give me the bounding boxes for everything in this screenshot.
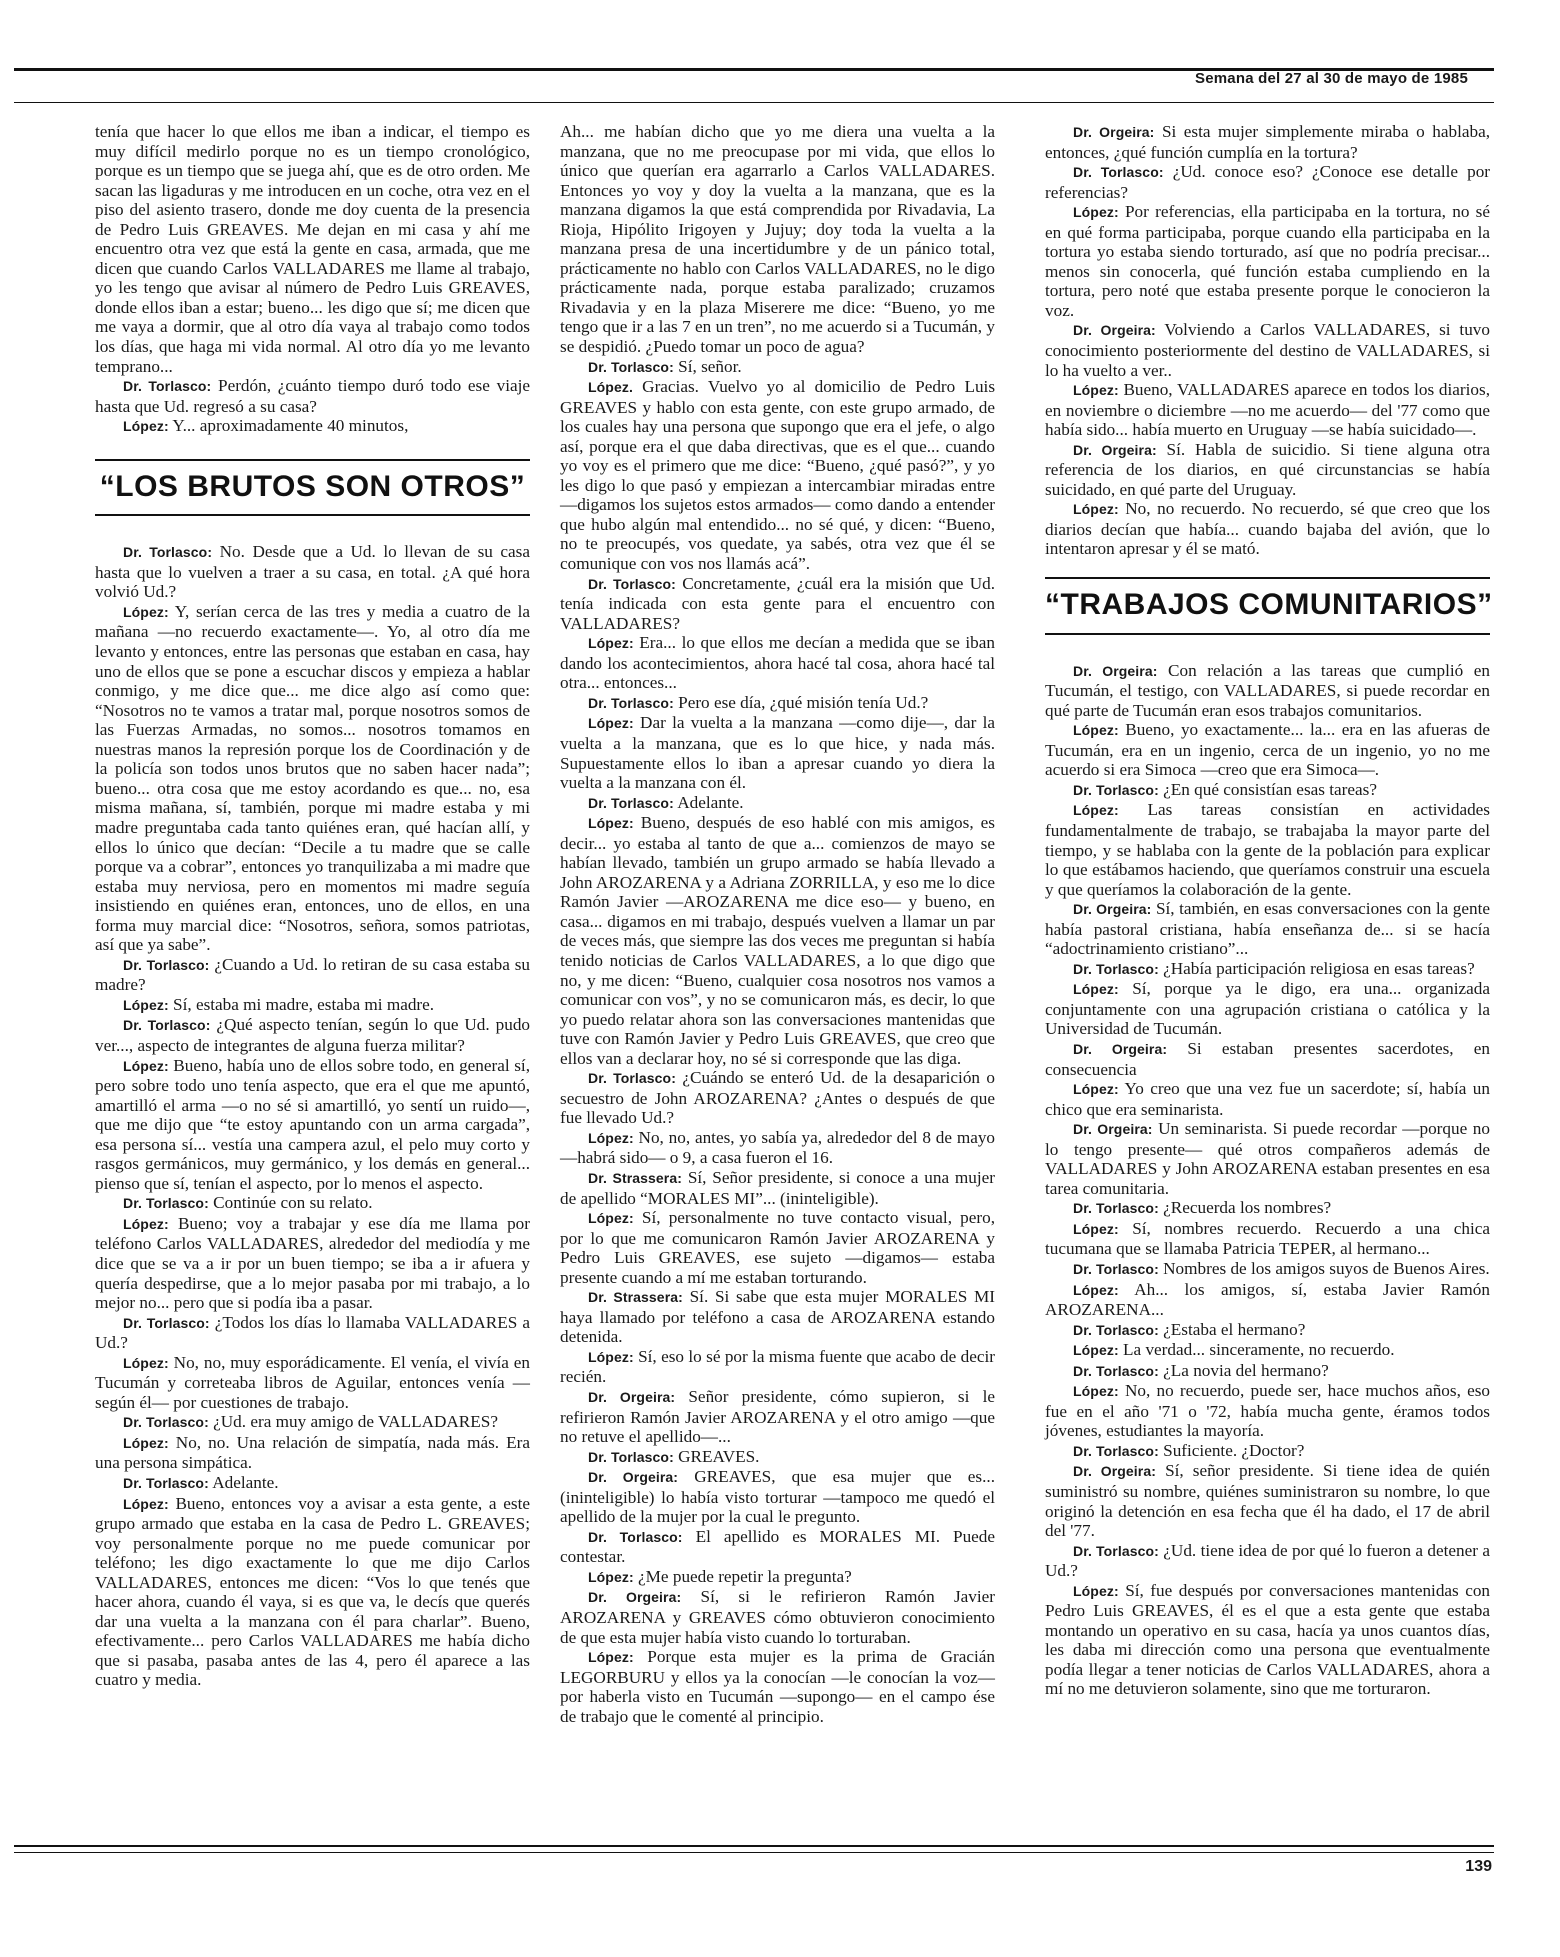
- speaker-name: López:: [123, 1354, 169, 1371]
- speaker-name: López:: [123, 418, 169, 435]
- column-2: [560, 122, 995, 1726]
- col3-text-top: [1045, 122, 1490, 559]
- paragraph: [1045, 440, 1490, 500]
- speaker-name: Dr. Orgeira:: [1073, 901, 1152, 918]
- paragraph: [560, 1287, 995, 1347]
- paragraph: [560, 574, 995, 634]
- speaker-name: López:: [123, 1495, 169, 1512]
- page-number: 139: [1465, 1858, 1492, 1875]
- col1-text-top: [95, 122, 530, 437]
- paragraph-text: Nombres de los amigos suyos de Buenos Aires.: [1163, 1258, 1490, 1278]
- paragraph: [560, 1068, 995, 1128]
- paragraph-text: Bueno, VALLADARES aparece en todos los diarios, en noviembre o diciembre —no me acuerdo— del '77 como que había sido... había muerto en Uruguay —se había suicidado—.: [1045, 380, 1490, 440]
- paragraph-text: ¿Había participación religiosa en esas tareas?: [1163, 958, 1475, 978]
- col1-text-bottom: [95, 542, 530, 1690]
- speaker-name: Dr. Orgeira:: [1073, 1040, 1168, 1057]
- paragraph: [1045, 1381, 1490, 1441]
- paragraph: [1045, 1039, 1490, 1079]
- paragraph-text: Por referencias, ella participaba en la tortura, no sé en qué forma participaba, porque cuando ella participaba en la tortura yo estaba siendo torturado, así que no podría precisar... menos sin conocerla, qué función estaba cumpliendo en la tortura, pero noté que estaba presente porque le conocieron la voz.: [1045, 202, 1490, 320]
- paragraph-text: El apellido es MORALES MI. Puede contestar.: [560, 1526, 996, 1567]
- paragraph: [95, 416, 530, 437]
- section-title: “LOS BRUTOS SON OTROS”: [99, 469, 526, 503]
- paragraph-text: Continúe con su relato.: [213, 1193, 373, 1213]
- paragraph-text: ¿Ud. conoce eso? ¿Conoce ese detalle por referencias?: [1045, 162, 1491, 202]
- paragraph-text: Gracias. Vuelvo yo al domicilio de Pedro Luis GREAVES y hablo con esta gente, con este grupo armado, de los cuales hay una persona que supongo que era el jefe, o algo así, porque era el que daba directivas, que es el que... cuando yo voy es el primero que me dice: “Bueno, ¿qué pasó?”, y yo les digo lo que pasó y empiezan a intercambiar miradas entre —digamos los sujetos estos armados— como dando a entender que hubo algún mal entendido... no sé qué, y dicen: “Bueno, no te preocupés, vos quedate, ya sabés, otra vez que él se comunique con vos nos llamás acá”.: [560, 377, 996, 574]
- speaker-name: López:: [1073, 382, 1119, 399]
- speaker-name: López:: [588, 1568, 634, 1585]
- speaker-name: Dr. Torlasco:: [1073, 1362, 1159, 1379]
- paragraph: [1045, 499, 1490, 559]
- paragraph-text: ¿La novia del hermano?: [1163, 1360, 1329, 1380]
- paragraph: [1045, 122, 1490, 162]
- paragraph-text: Bueno, yo exactamente... la... era en las afueras de Tucumán, era en un ingenio, cerca de un ingenio, yo no me acuerdo si era Simoca —creo que era Simoca—.: [1045, 720, 1491, 780]
- paragraph: [1045, 661, 1490, 721]
- paragraph-text: ¿Todos los días lo llamaba VALLADARES a Ud.?: [95, 1312, 530, 1353]
- paragraph-text: No. Desde que a Ud. lo llevan de su casa hasta que lo vuelven a traer a su casa, en total. ¿A qué hora volvió Ud.?: [95, 542, 530, 602]
- paragraph: [1045, 1280, 1490, 1320]
- paragraph: [1045, 380, 1490, 440]
- paragraph: [560, 357, 995, 378]
- paragraph-text: Sí, señor.: [678, 356, 742, 376]
- speaker-name: Dr. Strassera:: [588, 1169, 682, 1186]
- paragraph: [560, 1347, 995, 1387]
- speaker-name: López:: [1073, 1582, 1119, 1599]
- paragraph-text: Si estaban presentes sacerdotes, en consecuencia: [1045, 1038, 1491, 1079]
- paragraph-text: Sí. Si sabe que esta mujer MORALES MI haya llamado por teléfono a casa de AROZARENA estando detenida.: [560, 1287, 995, 1347]
- paragraph: [560, 1387, 995, 1447]
- speaker-name: Dr. Torlasco:: [1073, 164, 1164, 181]
- paragraph-text: Bueno, después de eso hablé con mis amigos, es decir... yo estaba al tanto de que a... comienzos de mayo se habían llevado, también un grupo armado se había llevado a John AROZARENA y a Adriana ZORRILLA, y eso me lo dice Ramón Javier —AROZARENA me dice eso— y bueno, en casa... digamos en mi trabajo, después vuelven a llamar un par de veces más, que siempre las dos veces me preguntan si había tenido noticias de Carlos VALLADARES, a lo que digo que no, y me dicen: “Bueno, cualquier cosa nosotros nos vamos a comunicar con vos”, y no se comunicaron más, es decir, lo que yo puedo relatar ahora son las conversaciones mantenidas que tuve con Ramón Javier y Pedro Luis GREAVES, que creo que ellos van a declarar hoy, no sé si corresponde que las diga.: [560, 813, 995, 1068]
- bottom-rule-thin: [14, 1852, 1494, 1853]
- speaker-name: Dr. Orgeira:: [588, 1589, 682, 1606]
- speaker-name: Dr. Torlasco:: [123, 1017, 211, 1034]
- paragraph-text: ¿En qué consistían esas tareas?: [1163, 779, 1377, 799]
- col3-text-bottom: [1045, 661, 1490, 1699]
- speaker-name: López:: [588, 715, 634, 732]
- speaker-name: López:: [1073, 1081, 1119, 1098]
- paragraph: [1045, 1461, 1490, 1540]
- paragraph: [1045, 1581, 1490, 1699]
- paragraph: [1045, 899, 1490, 959]
- paragraph-text: tenía que hacer lo que ellos me iban a indicar, el tiempo es muy difícil medirlo porque no es un tiempo cronológico, porque es un tiempo que se juega ahí, que es de otro orden. Me sacan las ligaduras y me introducen en un coche, otra vez en el piso del asiento trasero, donde me doy cuenta de la presencia de Pedro Luis GREAVES. Me dejan en mi casa y ahí me encuentro otra vez que está la gente en casa, armada, que me dicen que cuando Carlos VALLADARES me llame al trabajo, yo les tengo que avisar al número de Pedro Luis GREAVES, donde ellos iban a estar; bueno... les digo que sí; me dicen que me vaya a dormir, que al otro día vaya al trabajo como todos los días, que haga mi vida normal. Al otro día yo me levanto temprano...: [95, 122, 530, 376]
- paragraph: [560, 122, 995, 357]
- paragraph-text: Sí, eso lo sé por la misma fuente que acabo de decir recién.: [560, 1346, 995, 1387]
- paragraph-text: Ah... los amigos, sí, estaba Javier Ramón AROZARENA...: [1045, 1279, 1490, 1320]
- paragraph: [1045, 720, 1490, 780]
- paragraph-text: Volviendo a Carlos VALLADARES, si tuvo conocimiento posteriormente del destino de VALLADARES, si lo ha vuelto a ver..: [1045, 320, 1490, 380]
- paragraph-text: Y... aproximadamente 40 minutos,: [172, 416, 409, 436]
- paragraph-text: Sí, personalmente no tuve contacto visual, pero, por lo que me comunicaron Ramón Javier AROZARENA y Pedro Luis GREAVES, ese sujeto —digamos— estaba presente cuando a mí me estaban torturando.: [560, 1208, 996, 1287]
- speaker-name: López:: [588, 635, 634, 652]
- paragraph-text: Con relación a las tareas que cumplió en Tucumán, el testigo, con VALLADARES, si puede recordar en qué parte de Tucumán eran esos trabajos comunitarios.: [1045, 660, 1490, 720]
- paragraph-text: ¿Ud. tiene idea de por qué lo fueron a detener a Ud.?: [1045, 1540, 1490, 1581]
- paragraph: [95, 955, 530, 995]
- paragraph-text: Concretamente, ¿cuál era la misión que Ud. tenía indicada con esta gente para el encuentro con VALLADARES?: [560, 573, 996, 633]
- paragraph: [560, 713, 995, 792]
- paragraph: [560, 1208, 995, 1287]
- speaker-name: López:: [1073, 1342, 1119, 1359]
- paragraph: [95, 995, 530, 1016]
- speaker-name: López:: [1073, 802, 1119, 819]
- paragraph: [95, 1056, 530, 1194]
- paragraph-text: ¿Me puede repetir la pregunta?: [638, 1566, 852, 1586]
- paragraph-text: Sí, señor presidente. Si tiene idea de quién suministró su nombre, quiénes suministraron su nombre, lo que originó la detención en esa fecha que él ha dado, el 17 de abril del '77.: [1045, 1461, 1491, 1541]
- paragraph: [1045, 800, 1490, 899]
- speaker-name: López:: [1073, 1383, 1119, 1400]
- paragraph: [1045, 1320, 1490, 1341]
- paragraph-text: Las tareas consistían en actividades fundamentalmente de trabajo, se trabajaba la mayor parte del tiempo, y se hablaba con la gente de la población para explicar lo que estábamos haciendo, que queríamos construir una escuela y que queríamos la colaboración de la gente.: [1045, 800, 1490, 899]
- speaker-name: Dr. Torlasco:: [1073, 1200, 1159, 1217]
- column-1: [95, 122, 530, 1690]
- col2-text: [560, 122, 995, 1726]
- speaker-name: Dr. Torlasco:: [123, 1414, 209, 1431]
- paragraph: [560, 693, 995, 714]
- paragraph: [95, 602, 530, 955]
- paragraph-text: GREAVES.: [678, 1446, 760, 1466]
- speaker-name: López:: [123, 1057, 169, 1074]
- paragraph-text: Bueno; voy a trabajar y ese día me llama por teléfono Carlos VALLADARES, alrededor del mediodía y me dice que se va a ir por un buen tiempo; se iba a ir afuera y quería despedirse, que a lo mejor pasaba por mi trabajo, a lo mejor no... pero que si podía iba a pasar.: [95, 1213, 530, 1313]
- speaker-name: López:: [588, 1348, 634, 1365]
- paragraph: [1045, 979, 1490, 1039]
- speaker-name: López:: [1073, 501, 1119, 518]
- paragraph: [95, 1412, 530, 1433]
- speaker-name: Dr. Torlasco:: [123, 1475, 209, 1491]
- speaker-name: Dr. Orgeira:: [1073, 1463, 1156, 1480]
- paragraph-text: ¿Estaba el hermano?: [1163, 1319, 1306, 1339]
- paragraph: [95, 122, 530, 376]
- paragraph: [1045, 1259, 1490, 1280]
- speaker-name: Dr. Torlasco:: [1073, 960, 1159, 977]
- paragraph: [560, 1647, 995, 1726]
- speaker-name: Dr. Torlasco:: [123, 1195, 209, 1212]
- speaker-name: Dr. Torlasco:: [123, 378, 212, 395]
- paragraph-text: Sí, nombres recuerdo. Recuerdo a una chica tucumana que se llamaba Patricia TEPER, al hermano...: [1045, 1218, 1490, 1259]
- paragraph-text: Si esta mujer simplemente miraba o hablaba, entonces, ¿qué función cumplía en la tortura?: [1045, 122, 1490, 162]
- paragraph-text: Sí. Habla de suicidio. Si tiene alguna otra referencia de los diarios, en qué circunstancias se había suicidado, en qué parte del Uruguay.: [1045, 439, 1490, 499]
- paragraph-text: Sí, porque ya le digo, era una... organizada conjuntamente con una agrupación cristiana o católica y la Universidad de Tucumán.: [1045, 979, 1491, 1039]
- section-heading-trabajos: [1045, 577, 1493, 635]
- paragraph: [560, 813, 995, 1068]
- speaker-name: López:: [1073, 722, 1119, 739]
- speaker-name: Dr. Orgeira:: [1073, 441, 1157, 458]
- speaker-name: Dr. Orgeira:: [1073, 322, 1156, 339]
- speaker-name: López:: [588, 1649, 634, 1666]
- paragraph: [95, 1433, 530, 1473]
- speaker-name: Dr. Torlasco:: [123, 956, 210, 973]
- speaker-name: Dr. Torlasco:: [588, 694, 674, 711]
- paragraph: [95, 1494, 530, 1690]
- paragraph: [560, 1168, 995, 1208]
- top-rule-thin: [14, 102, 1494, 103]
- paragraph-text: Sí, si le refirieron Ramón Javier AROZARENA y GREAVES cómo obtuvieron conocimiento de que esta mujer había visto cuando lo torturaban.: [560, 1587, 996, 1647]
- speaker-name: Dr. Torlasco:: [588, 575, 676, 592]
- paragraph-text: Y, serían cerca de las tres y media a cuatro de la mañana —no recuerdo exactamente—. Yo, al otro día me levanto y entonces, entre las personas que estaban en casa, hay uno de ellos que se pone a escuchar discos y empieza a hablar conmigo, y me dice que... me dice algo así como que: “Nosotros no te vamos a tratar mal, porque nosotros somos de las Fuerzas Armadas, no somos... nosotros tomamos en nuestras manos la represión porque los de Coordinación y de la policía son todos unos brutos que no saben hacer nada”; bueno... otra cosa que me estoy acordando es que... no, esa misma mañana, sí, también, porque mi madre estaba y mi madre preguntaba cada tanto quiénes eran, qué hacían allí, y ellos lo único que decían: “Decile a tu madre que se calle porque va a cobrar”, entonces yo tranquilizaba a mi madre que estaba muy nerviosa, pero en momentos mi madre seguía insistiendo en quiénes eran, entonces, uno de ellos, en una forma muy marcial dice: “Nosotros, señora, somos patriotas, así que ya sabe”.: [95, 601, 530, 955]
- bottom-rule: [14, 1845, 1494, 1847]
- speaker-name: López:: [123, 1434, 169, 1451]
- paragraph-text: La verdad... sinceramente, no recuerdo.: [1123, 1340, 1395, 1360]
- section-heading-los-brutos: [95, 459, 530, 517]
- paragraph-text: ¿Cuando a Ud. lo retiran de su casa estaba su madre?: [95, 954, 531, 995]
- speaker-name: Dr. Orgeira:: [588, 1389, 676, 1405]
- paragraph-text: Perdón, ¿cuánto tiempo duró todo ese viaje hasta que Ud. regresó a su casa?: [95, 376, 530, 416]
- speaker-name: López:: [123, 996, 169, 1013]
- paragraph-text: Adelante.: [212, 1473, 279, 1492]
- speaker-name: López:: [1073, 981, 1119, 998]
- speaker-name: López:: [588, 1129, 634, 1146]
- paragraph: [95, 1015, 530, 1055]
- speaker-name: Dr. Torlasco:: [1073, 1260, 1159, 1277]
- speaker-name: Dr. Orgeira:: [588, 1469, 679, 1486]
- paragraph-text: Suficiente. ¿Doctor?: [1163, 1440, 1305, 1460]
- speaker-name: Dr. Torlasco:: [1073, 1442, 1159, 1459]
- issue-date: Semana del 27 al 30 de mayo de 1985: [1195, 70, 1468, 87]
- paragraph: [1045, 959, 1490, 980]
- paragraph-text: ¿Cuándo se enteró Ud. de la desaparición o secuestro de John AROZARENA? ¿Antes o después de que fue llevado Ud.?: [560, 1068, 996, 1128]
- speaker-name: López:: [1073, 1281, 1119, 1298]
- paragraph: [1045, 1361, 1490, 1382]
- speaker-name: López:: [588, 815, 634, 832]
- paragraph: [95, 376, 530, 416]
- paragraph-text: Sí, también, en esas conversaciones con la gente había pastoral cristiana, había enseñanza de... si se hacía “adoctrinamiento cristiano”...: [1045, 899, 1491, 959]
- paragraph: [1045, 1541, 1490, 1581]
- paragraph: [95, 1353, 530, 1413]
- paragraph: [95, 1473, 530, 1494]
- paragraph: [560, 1527, 995, 1567]
- speaker-name: Dr. Torlasco:: [588, 358, 674, 375]
- paragraph: [560, 1467, 995, 1527]
- speaker-name: López:: [1073, 204, 1119, 221]
- paragraph-text: Yo creo que una vez fue un sacerdote; sí, había un chico que era seminarista.: [1045, 1079, 1490, 1119]
- speaker-name: Dr. Orgeira:: [1073, 124, 1155, 140]
- speaker-name: Dr. Torlasco:: [588, 1448, 674, 1465]
- paragraph-text: No, no, antes, yo sabía ya, alrededor del 8 de mayo —habrá sido— o 9, a casa fueron el 16.: [560, 1127, 996, 1168]
- speaker-name: Dr. Orgeira:: [1073, 1121, 1153, 1138]
- paragraph-text: Adelante.: [677, 792, 744, 812]
- paragraph: [560, 377, 995, 573]
- paragraph: [1045, 1340, 1490, 1361]
- paragraph-text: Bueno, entonces voy a avisar a esta gente, a este grupo armado que estaba en la casa de Pedro L. GREAVES; voy personalmente porque no me puede comunicar por teléfono; les digo exactamente lo que me dijo Carlos VALLADARES, entonces me dicen: “Vos lo que tenés que hacer ahora, cuando él vaya, si es que va, le decís que querés dar una vuelta a la manzana con él para charlar”. Bueno, efectivamente... pero Carlos VALLADARES me había dicho que si pasaba, pasaba antes de las 4, pero él aparece a las cuatro y media.: [95, 1493, 531, 1690]
- paragraph: [560, 793, 995, 814]
- column-3: [1045, 122, 1493, 1699]
- paragraph-text: No, no, muy esporádicamente. El venía, el vivía en Tucumán y correteaba libros de Aguilar, entonces venía —según él— por cuestiones de trabajo.: [95, 1352, 531, 1412]
- paragraph: [560, 1128, 995, 1168]
- speaker-name: López:: [123, 1215, 169, 1232]
- paragraph-text: Dar la vuelta a la manzana —como dije—, dar la vuelta a la manzana, que es lo que hice, y nada más. Supuestamente ellos lo iban a apresar cuando yo diera la vuelta a la manzana con él.: [560, 713, 996, 793]
- speaker-name: Dr. Torlasco:: [1073, 1321, 1159, 1338]
- speaker-name: Dr. Torlasco:: [1073, 781, 1159, 798]
- paragraph: [1045, 162, 1490, 202]
- speaker-name: López:: [588, 1210, 634, 1227]
- paragraph: [1045, 780, 1490, 801]
- paragraph-text: Porque esta mujer es la prima de Gracián LEGORBURU y ellos ya la conocían —le conocían la voz— por haberla visto en Tucumán —supongo— en el campo ése de trabajo que le comenté al principio.: [560, 1647, 995, 1726]
- paragraph: [560, 1447, 995, 1468]
- paragraph-text: Ah... me habían dicho que yo me diera una vuelta a la manzana, que no me preocupase por mi vida, que ellos lo único que querían era agarrarlo a Carlos VALLADARES. Entonces yo voy y doy la vuelta a la manzana, que es la manzana digamos la que está comprendida por Rivadavia, La Rioja, Hipólito Irigoyen y Jujuy; doy toda la vuelta a la manzana presa de una incertidumbre y de un pánico total, prácticamente no hablo con Carlos VALLADARES, no le digo prácticamente nada, porque estaba paralizado; cruzamos Rivadavia y en la plaza Miserere me dice: “Bueno, yo me tengo que ir a las 7 en un tren”, no me acuerdo si a Tucumán, y se despidió. ¿Puedo tomar un poco de agua?: [560, 122, 995, 357]
- paragraph: [95, 1214, 530, 1313]
- paragraph-text: ¿Qué aspecto tenían, según lo que Ud. pudo ver..., aspecto de integrantes de alguna fuerza militar?: [95, 1015, 531, 1055]
- paragraph: [1045, 1441, 1490, 1462]
- paragraph-text: Señor presidente, cómo supieron, si le refirieron Ramón Javier AROZARENA y el otro amigo —que no retuve el apellido—...: [560, 1387, 996, 1447]
- speaker-name: Dr. Orgeira:: [1073, 662, 1158, 679]
- paragraph-text: ¿Ud. era muy amigo de VALLADARES?: [213, 1412, 498, 1432]
- paragraph: [95, 1313, 530, 1353]
- speaker-name: López:: [123, 603, 169, 620]
- paragraph-text: No, no recuerdo, puede ser, hace muchos años, eso fue en el año '71 o '72, había mucha gente, éramos todos jóvenes, estudiantes la mayoría.: [1045, 1381, 1491, 1441]
- speaker-name: López:: [1073, 1220, 1119, 1237]
- paragraph: [560, 1587, 995, 1647]
- speaker-name: Dr. Strassera:: [588, 1289, 683, 1306]
- paragraph: [1045, 1079, 1490, 1119]
- paragraph-text: Era... lo que ellos me decían a medida que se iban dando los acontecimientos, ahora hacé tal cosa, ahora hacé tal otra... entonces...: [560, 633, 995, 693]
- paragraph-text: Bueno, había uno de ellos sobre todo, en general sí, pero sobre todo uno tenía aspecto, que era el que me apuntó, amartilló el arma —o no sé si amartilló, yo sentí un ruido—, que me dijo que “te estoy apuntando con un arma cargada”, esa persona sí... vestía una campera azul, el pelo muy corto y rasgos germánicos, muy germánico, y los demás en general... pienso que sí, tenían el aspecto, por lo menos el aspecto.: [95, 1055, 530, 1193]
- paragraph-text: Pero ese día, ¿qué misión tenía Ud.?: [678, 692, 929, 712]
- speaker-name: López.: [588, 379, 633, 396]
- paragraph-text: Sí, Señor presidente, si conoce a una mujer de apellido “MORALES MI”... (ininteligible).: [560, 1167, 995, 1208]
- paragraph-text: No, no recuerdo. No recuerdo, sé que creo que los diarios decían que había... cuando bajaba del avión, que lo intentaron apresar y él se mató.: [1045, 499, 1491, 559]
- paragraph: [1045, 202, 1490, 320]
- section-title: “TRABAJOS COMUNITARIOS”: [1045, 588, 1493, 622]
- speaker-name: Dr. Torlasco:: [123, 1314, 210, 1331]
- paragraph-text: Sí, estaba mi madre, estaba mi madre.: [173, 994, 435, 1014]
- paragraph-text: No, no. Una relación de simpatía, nada más. Era una persona simpática.: [95, 1432, 530, 1473]
- paragraph-text: Sí, fue después por conversaciones mantenidas con Pedro Luis GREAVES, él es el que a esta gente que estaba montando un operativo en su casa, hacía ya unos cuantos días, les daba mi dirección como una persona que eventualmente podía llegar a tener noticias de Carlos VALLADARES, ahora a mí no me detuvieron solamente, sino que me torturaron.: [1045, 1580, 1491, 1699]
- speaker-name: Dr. Torlasco:: [588, 794, 674, 811]
- paragraph-text: Un seminarista. Si puede recordar —porque no lo tengo presente— qué otros compañeros además de VALLADARES y John AROZARENA estaban presentes en esa tarea comunitaria.: [1045, 1119, 1490, 1198]
- paragraph: [95, 1193, 530, 1214]
- paragraph-text: GREAVES, que esa mujer que es... (ininteligible) lo había visto torturar —tampoco me quedó el apellido de la mujer por la cual le pregunto.: [560, 1467, 996, 1527]
- paragraph-text: ¿Recuerda los nombres?: [1163, 1198, 1332, 1218]
- paragraph: [1045, 1119, 1490, 1198]
- speaker-name: Dr. Torlasco:: [588, 1528, 683, 1545]
- speaker-name: Dr. Torlasco:: [588, 1070, 676, 1087]
- speaker-name: Dr. Torlasco:: [123, 544, 213, 561]
- paragraph: [560, 1567, 995, 1588]
- paragraph: [1045, 1198, 1490, 1219]
- paragraph: [1045, 1219, 1490, 1259]
- paragraph: [1045, 320, 1490, 380]
- paragraph: [95, 542, 530, 602]
- paragraph: [560, 633, 995, 693]
- speaker-name: Dr. Torlasco:: [1073, 1542, 1159, 1559]
